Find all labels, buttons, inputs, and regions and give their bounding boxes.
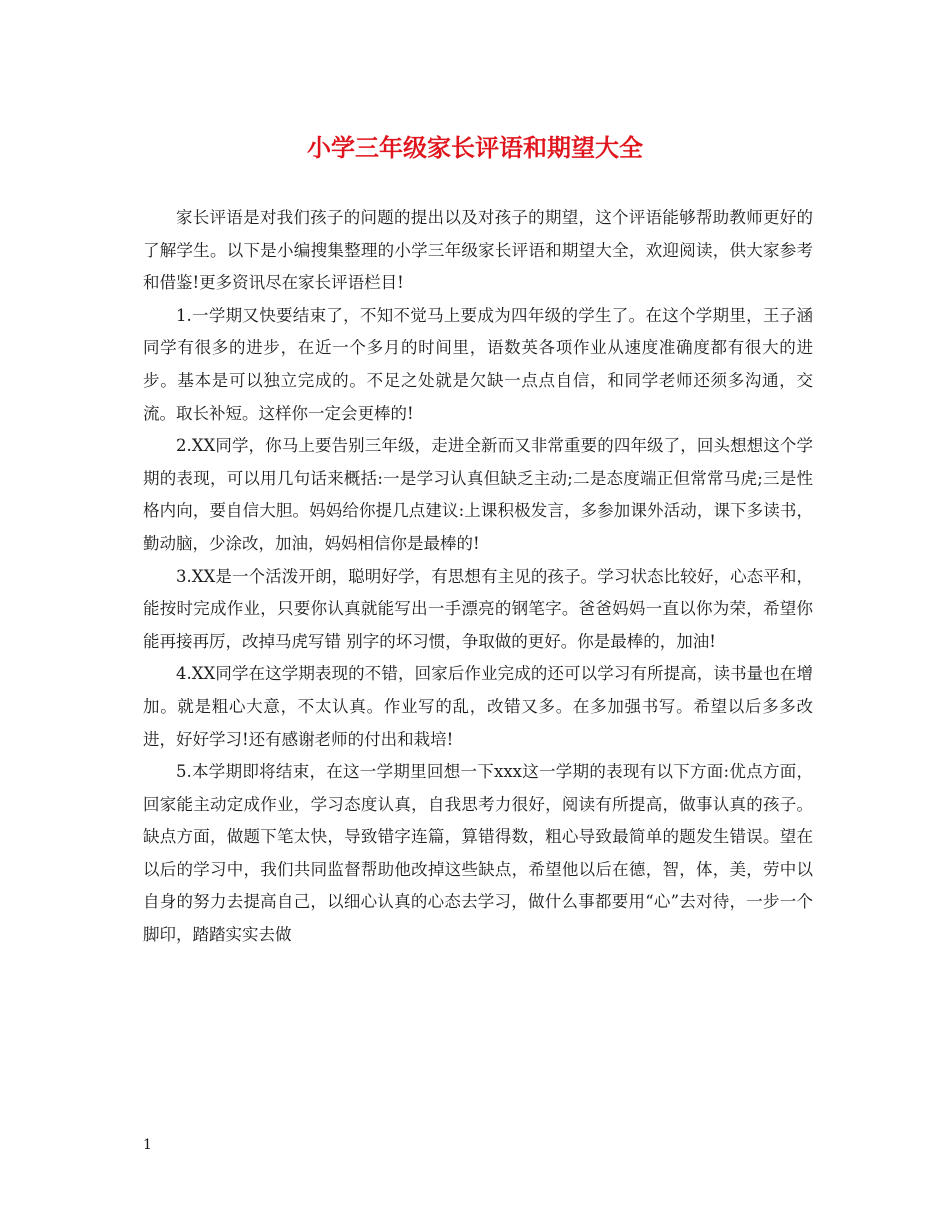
paragraph-comment-4: 4.XX同学在这学期表现的不错，回家后作业完成的还可以学习有所提高，读书量也在增加。就是粗心大意，不太认真。作业写的乱，改错又多。在多加强书写。希望以后多多改进，好好学习!还有感谢老师的付出和栽培! <box>143 664 813 749</box>
paragraph-comment-1: 1.一学期又快要结束了，不知不觉马上要成为四年级的学生了。在这个学期里，王子涵同学有很多的进步，在近一个多月的时间里，语数英各项作业从速度准确度都有很大的进步。基本是可以独立完成的。不足之处就是欠缺一点点自信，和同学老师还须多沟通，交流。取长补短。这样你一定会更棒的! <box>143 305 813 423</box>
paragraph-intro: 家长评语是对我们孩子的问题的提出以及对孩子的期望，这个评语能够帮助教师更好的了解学生。以下是小编搜集整理的小学三年级家长评语和期望大全，欢迎阅读，供大家参考和借鉴!更多资讯尽在家长评语栏目! <box>143 208 813 293</box>
paragraph-comment-3: 3.XX是一个活泼开朗，聪明好学，有思想有主见的孩子。学习状态比较好，心态平和，能按时完成作业，只要你认真就能写出一手漂亮的钢笔字。爸爸妈妈一直以你为荣，希望你能再接再厉，改掉马虎写错 别字的坏习惯，争取做的更好。你是最棒的，加油! <box>143 566 813 651</box>
paragraph-comment-2: 2.XX同学，你马上要告别三年级，走进全新而又非常重要的四年级了，回头想想这个学期的表现，可以用几句话来概括:一是学习认真但缺乏主动;二是态度端正但常常马虎;三是性格内向，要自信大胆。妈妈给你提几点建议:上课积极发言，多参加课外活动，课下多读书，勤动脑，少涂改，加油，妈妈相信你是最棒的! <box>143 436 813 553</box>
page-number: 1 <box>143 1137 152 1153</box>
body-text <box>143 202 813 952</box>
page-title: 小学三年级家长评语和期望大全 <box>307 133 643 162</box>
paragraph-comment-5: 5.本学期即将结束，在这一学期里回想一下xxx这一学期的表现有以下方面:优点方面，回家能主动定成作业，学习态度认真，自我思考力很好，阅读有所提高，做事认真的孩子。缺点方面，做题下笔太快，导致错字连篇，算错得数，粗心导致最简单的题发生错误。望在以后的学习中，我们共同监督帮助他改掉这些缺点，希望他以后在德，智，体，美，劳中以自身的努力去提高自己，以细心认真的心态去学习，做什么事都要用“心”去对待，一步一个脚印，踏踏实实去做 <box>143 762 813 945</box>
